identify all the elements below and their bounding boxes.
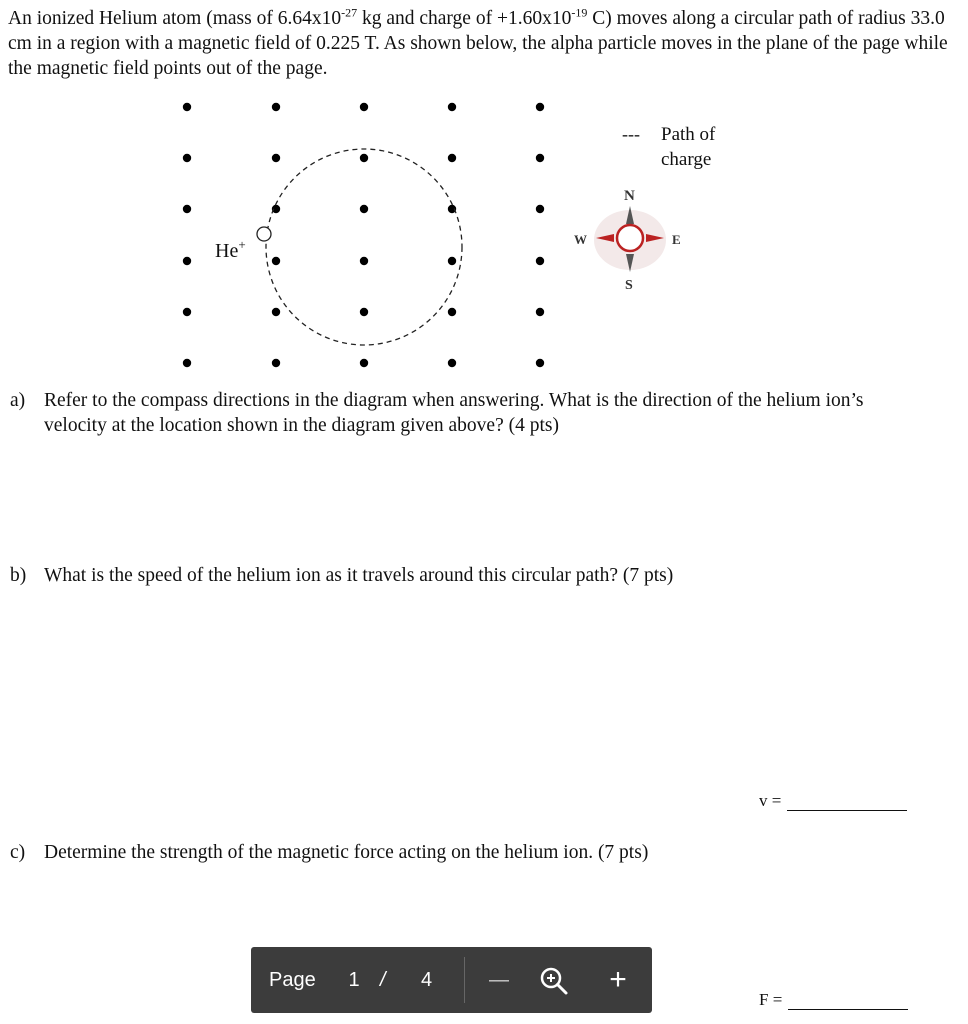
field-dot	[272, 103, 280, 111]
charge-exponent: -19	[571, 5, 588, 20]
field-dot	[536, 205, 544, 213]
field-dot	[536, 359, 544, 367]
zoom-fit-button[interactable]	[539, 947, 575, 1013]
ion-label: He+	[215, 237, 246, 262]
field-dot	[536, 103, 544, 111]
field-dot	[183, 103, 191, 111]
field-dot	[183, 257, 191, 265]
total-pages: 4	[421, 969, 433, 991]
field-dot	[360, 308, 368, 316]
zoom-out-button[interactable]: —	[489, 969, 509, 991]
mass-exponent: -27	[341, 5, 358, 20]
field-dot	[360, 359, 368, 367]
velocity-answer-line[interactable]	[787, 796, 907, 811]
toolbar-divider	[464, 957, 465, 1003]
page-separator: /	[380, 969, 386, 991]
legend-path-text: Path of	[661, 124, 716, 145]
field-dot	[183, 308, 191, 316]
question-a	[10, 388, 910, 438]
question-b-label: b)	[10, 565, 27, 586]
field-dot	[360, 205, 368, 213]
field-dot	[448, 154, 456, 162]
field-dot	[536, 154, 544, 162]
field-dot	[360, 103, 368, 111]
field-dot	[448, 308, 456, 316]
field-dot	[448, 359, 456, 367]
question-b-text: What is the speed of the helium ion as it travels around this circular path? (7 pts)	[44, 565, 674, 586]
field-dot	[272, 308, 280, 316]
page-label: Page	[269, 969, 316, 991]
compass-s: S	[625, 278, 633, 293]
compass-rose	[574, 188, 681, 293]
velocity-answer	[759, 791, 907, 811]
problem-intro	[8, 6, 948, 81]
field-dot	[536, 257, 544, 265]
helium-ion-marker	[257, 227, 271, 241]
question-c	[10, 840, 910, 865]
legend-dash: ---	[622, 124, 640, 144]
question-a-label: a)	[10, 390, 26, 411]
field-dot-grid	[183, 103, 544, 367]
field-dot	[183, 359, 191, 367]
field-dot	[272, 154, 280, 162]
question-a-text: Refer to the compass directions in the diagram when answering. What is the direction of the helium ion’s velocity at the location shown in the diagram given above? (4 pts)	[44, 390, 864, 436]
field-dot	[272, 257, 280, 265]
magnifier-plus-icon	[539, 966, 569, 996]
magnetic-field-diagram	[0, 90, 968, 380]
field-dot	[360, 154, 368, 162]
force-answer	[759, 990, 908, 1010]
compass-w: W	[574, 232, 587, 247]
velocity-answer-label: v =	[759, 791, 782, 810]
field-dot	[183, 205, 191, 213]
field-dot	[272, 359, 280, 367]
question-c-text: Determine the strength of the magnetic force acting on the helium ion. (7 pts)	[44, 842, 649, 863]
question-c-label: c)	[10, 842, 26, 863]
field-dot	[183, 154, 191, 162]
intro-text-2: kg and charge of +1.60x10	[357, 8, 572, 29]
question-b	[10, 563, 910, 588]
legend-charge-text: charge	[661, 149, 712, 170]
pdf-page-toolbar	[251, 947, 652, 1013]
compass-e: E	[672, 232, 681, 247]
current-page-input[interactable]: 1	[348, 969, 360, 991]
force-answer-line[interactable]	[788, 995, 908, 1010]
force-answer-label: F =	[759, 990, 783, 1009]
field-dot	[448, 103, 456, 111]
field-dot	[448, 257, 456, 265]
zoom-in-button[interactable]: +	[609, 963, 627, 996]
field-dot	[360, 257, 368, 265]
field-dot	[536, 308, 544, 316]
compass-n: N	[624, 188, 635, 204]
intro-text-3: C) moves along a circular path of radius 33.0 cm in a region with a magnetic field of 0.225 T. As shown below, the alpha particle moves in the plane of the page while the magnetic field points out of the page.	[8, 8, 948, 79]
intro-text-1: An ionized Helium atom (mass of 6.64x10	[8, 8, 342, 29]
